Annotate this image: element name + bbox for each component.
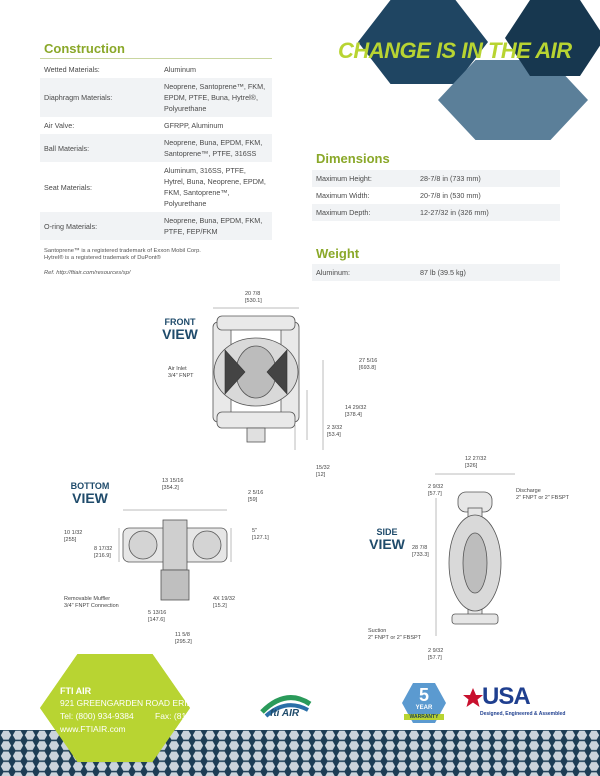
dimensions-title: Dimensions — [316, 151, 390, 166]
table-row — [40, 162, 272, 212]
dim-value: 4X 19/32 — [213, 596, 236, 602]
front-label-top: FRONT — [164, 317, 196, 327]
muffler-label: Removable Muffler — [64, 596, 111, 602]
side-dim-depth — [465, 456, 486, 470]
row-value: GFRPP, Aluminum — [164, 121, 224, 130]
dim-mm: [53.4] — [327, 432, 341, 438]
bottom-dim-bolt — [213, 596, 235, 610]
row-label: Wetted Materials: — [44, 65, 100, 74]
dim-mm: [354.2] — [162, 485, 179, 491]
table-row — [312, 264, 560, 281]
row-label: Maximum Width: — [316, 191, 370, 200]
dim-value: 27 5/16 — [359, 358, 378, 364]
side-label-top: SIDE — [376, 527, 398, 537]
dim-value: 12 27/32 — [465, 456, 487, 462]
tagline: CHANGE IS IN THE AIR — [338, 38, 572, 63]
table-row — [312, 187, 560, 204]
row-value: Aluminum, 316SS, PTFE, Hytrel, Buna, Neoprene, EPDM, FKM, Santoprene™, Polyurethane — [164, 166, 266, 208]
suction-label: Suction — [368, 628, 387, 634]
weight-table — [312, 264, 560, 281]
dim-mm: [59] — [248, 497, 258, 503]
dim-mm: [57.7] — [428, 491, 442, 497]
side-discharge — [516, 488, 569, 502]
fti-logo-text: fti AIR — [270, 708, 300, 719]
usa-star-icon — [462, 687, 484, 709]
row-value: 87 lb (39.5 kg) — [416, 264, 560, 281]
row-label: Maximum Depth: — [312, 204, 416, 221]
dim-value: 28 7/8 — [412, 545, 428, 551]
footer-website[interactable]: www.FTIAIR.com — [60, 724, 126, 734]
table-row — [40, 117, 272, 134]
dim-value: 5" — [252, 528, 258, 534]
air-inlet-label: Air Inlet — [168, 366, 187, 372]
fti-air-logo — [256, 686, 316, 724]
side-dim-top — [428, 484, 443, 498]
bottom-view-drawing — [115, 500, 235, 610]
muffler-size: 3/4" FNPT Connection — [64, 603, 119, 609]
dim-value: 13 15/16 — [162, 478, 184, 484]
bottom-dim-left-outer — [64, 530, 82, 544]
front-label-main: VIEW — [162, 326, 198, 342]
bottom-label-main: VIEW — [72, 490, 108, 506]
row-label: Aluminum: — [312, 264, 416, 281]
row-label: Maximum Height: — [312, 170, 416, 187]
dim-mm: [295.2] — [175, 639, 192, 645]
dim-value: 2 9/32 — [428, 484, 444, 490]
footer-company: FTI AIR — [60, 686, 92, 696]
trademark-note-1: Santoprene™ is a registered trademark of Exxon Mobil Corp. — [44, 248, 201, 254]
front-view-drawing — [195, 300, 345, 460]
reference-link[interactable]: Ref. http://ftiair.com/resources/sp/ — [44, 270, 131, 276]
bottom-dim-right-top — [248, 490, 263, 504]
discharge-label: Discharge — [516, 488, 541, 494]
dim-value: 10 1/32 — [64, 530, 83, 536]
dim-mm: [127.1] — [252, 535, 269, 541]
construction-title: Construction — [44, 41, 125, 56]
bottom-muffler — [64, 596, 119, 610]
dim-value: 20 7/8 — [245, 291, 261, 297]
dim-mm: [216.9] — [94, 553, 111, 559]
row-label: Seat Materials: — [44, 182, 92, 192]
dim-mm: [57.7] — [428, 655, 442, 661]
front-dim-base — [316, 465, 330, 479]
dim-mm: [326] — [465, 463, 478, 469]
suction-size: 2" FNPT or 2" FBSPT — [368, 635, 422, 641]
dim-mm: [15.2] — [213, 603, 227, 609]
usa-badge — [462, 683, 566, 725]
row-value: 28-7/8 in (733 mm) — [416, 170, 560, 187]
dim-mm: [378.4] — [345, 412, 362, 418]
front-dim-mid — [345, 405, 366, 419]
dim-value: 8 17/32 — [94, 546, 113, 552]
table-row — [40, 78, 272, 117]
row-value: 20-7/8 in (530 mm) — [420, 191, 481, 200]
discharge-size: 2" FNPT or 2" FBSPT — [516, 495, 570, 501]
trademark-note-2: Hytrel® is a registered trademark of DuPont® — [44, 255, 161, 261]
bottom-view-label — [60, 480, 120, 504]
construction-divider — [40, 58, 272, 59]
front-dim-low — [327, 425, 342, 439]
row-label: Diaphragm Materials: — [40, 78, 160, 117]
row-value: Neoprene, Santoprene™, FKM, EPDM, PTFE, Buna, Hytrel®, Polyurethane — [160, 78, 272, 117]
side-dim-bottom — [428, 648, 443, 662]
dim-mm: [733.3] — [412, 552, 429, 558]
dim-mm: [147.6] — [148, 617, 165, 623]
side-label-main: VIEW — [369, 536, 405, 552]
footer-address: 921 GREENGARDEN ROAD ERIE, PA 16501 — [60, 698, 234, 708]
row-label: O-ring Materials: — [40, 212, 160, 240]
dim-value: 15/32 — [316, 465, 330, 471]
dim-value: 2 3/32 — [327, 425, 343, 431]
row-value: 12-27/32 in (326 mm) — [416, 204, 560, 221]
front-air-inlet — [168, 366, 194, 380]
dim-mm: [12] — [316, 472, 326, 478]
construction-table — [40, 61, 272, 240]
table-row — [40, 134, 272, 162]
dim-mm: [255] — [64, 537, 77, 543]
bottom-label-top: BOTTOM — [70, 481, 110, 491]
air-inlet-size: 3/4" FNPT — [168, 373, 194, 379]
bottom-dim-right-mid — [252, 528, 269, 542]
row-value: Aluminum — [164, 65, 196, 74]
table-row — [312, 170, 560, 187]
dim-value: 11 5/8 — [175, 632, 190, 638]
table-row — [312, 204, 560, 221]
side-view-label — [362, 526, 412, 550]
usa-tagline: Designed, Engineered & Assembled — [480, 711, 566, 717]
side-view-drawing — [430, 468, 520, 658]
row-value: Neoprene, Buna, EPDM, FKM, Santoprene™, PTFE, 316SS — [160, 134, 272, 162]
side-dim-height — [412, 545, 429, 559]
side-suction — [368, 628, 421, 642]
table-row — [40, 61, 272, 78]
bottom-dim-b2 — [175, 632, 192, 646]
bottom-dim-b1 — [148, 610, 166, 624]
dim-value: 14 29/32 — [345, 405, 367, 411]
row-label: Ball Materials: — [40, 134, 160, 162]
front-dim-width — [245, 291, 262, 305]
row-value: Neoprene, Buna, EPDM, FKM, PTFE, FEP/FKM — [160, 212, 272, 240]
dim-mm: [693.8] — [359, 365, 376, 371]
table-row — [40, 212, 272, 240]
dimensions-table — [312, 170, 560, 221]
usa-text: USA — [482, 683, 530, 710]
dim-value: 2 5/16 — [248, 490, 264, 496]
front-dim-height — [359, 358, 377, 372]
weight-title: Weight — [316, 246, 360, 261]
dim-mm: [530.1] — [245, 298, 262, 304]
bottom-dim-left-inner — [94, 546, 112, 560]
bottom-dim-top — [162, 478, 183, 492]
warranty-number: 5 — [418, 685, 429, 705]
footer-tel: Tel: (800) 934-9384 — [60, 711, 134, 721]
warranty-year: YEAR — [415, 705, 433, 711]
row-label: Air Valve: — [44, 121, 75, 130]
dim-value: 5 13/16 — [148, 610, 167, 616]
footer-fax: Fax: (814) 459-3460 — [155, 711, 233, 721]
warranty-badge — [400, 683, 448, 727]
warranty-label: WARRANTY — [404, 714, 444, 720]
dim-value: 2 9/32 — [428, 648, 444, 654]
